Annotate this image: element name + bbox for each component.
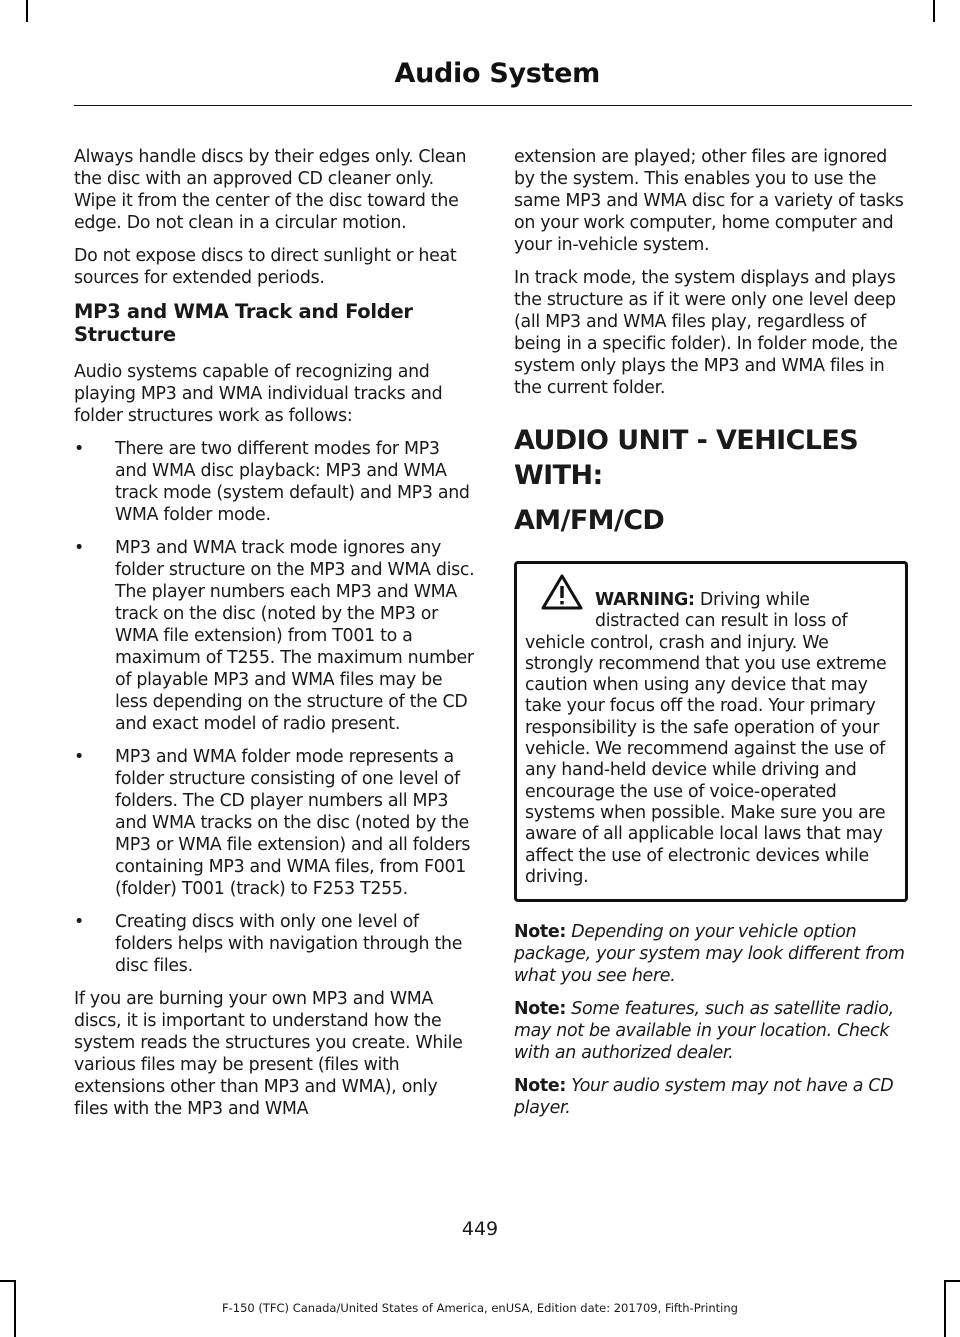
section-title-am-fm-cd: AM/FM/CD — [514, 505, 665, 536]
crop-mark-bottom-right — [946, 1280, 960, 1282]
right-column — [514, 146, 908, 1130]
paragraph-disc-handling: Always handle discs by their edges only. Clean the disc with an approved CD cleaner only. Wipe it from the center of the disc toward the edge. Do not clean in a circular motion. — [74, 147, 467, 233]
list-item-text: MP3 and WMA track mode ignores any folder structure on the MP3 and WMA disc. The player numbers each MP3 and WMA track on the disc (noted by the MP3 or WMA file extension) from T001 to a maximum of T255. The maximum number of playable MP3 and WMA files may be less depending on the structure of the CD and exact model of radio present. — [115, 538, 475, 734]
paragraph-track-mode: In track mode, the system displays and plays the structure as if it were only one level deep (all MP3 and WMA files play, regardless of being in a specific folder). In folder mode, the system only plays the MP3 and WMA files in the current folder. — [514, 268, 898, 398]
note — [514, 921, 908, 987]
page-footer: F-150 (TFC) Canada/United States of America, enUSA, Edition date: 201709, Fifth-Printing — [222, 1301, 738, 1315]
warning-label: WARNING: — [595, 590, 695, 610]
warning-text: Driving while distracted can result in loss of vehicle control, crash and injury. We strongly recommend that you use extreme caution when using any device that may take your focus off the road. Your primary responsibility is the safe operation of your vehicle. We recommend against the use of any hand-held device while driving and encourage the use of voice-operated systems when possible. Make sure you are aware of all applicable local laws that may affect the use of electronic devices while driving. — [525, 590, 887, 887]
note — [514, 1075, 908, 1119]
section-title-audio-unit: AUDIO UNIT - VEHICLES WITH: — [514, 425, 859, 491]
note-label: Note: — [514, 999, 567, 1020]
bullet-icon: • — [74, 747, 84, 767]
warning-content — [525, 572, 897, 888]
list-item-text: MP3 and WMA folder mode represents a folder structure consisting of one level of folders. The CD player numbers all MP3 and WMA tracks on the disc (noted by the MP3 or WMA file extension) and all folders containing MP3 and WMA files, from F001 (folder) T001 (track) to F253 T255. — [115, 747, 471, 899]
note-label: Note: — [514, 1076, 567, 1097]
list-item — [74, 438, 476, 526]
left-column — [74, 146, 476, 1131]
warning-triangle-icon — [539, 572, 585, 612]
list-item — [74, 537, 476, 735]
bullet-icon: • — [74, 538, 84, 558]
note-text: Your audio system may not have a CD player. — [514, 1076, 894, 1119]
list-item-text: There are two different modes for MP3 and WMA disc playback: MP3 and WMA track mode (system default) and MP3 and WMA folder mode. — [115, 439, 470, 525]
paragraph-sunlight: Do not expose discs to direct sunlight or heat sources for extended periods. — [74, 246, 457, 288]
header-divider — [74, 105, 912, 106]
note-text: Some features, such as satellite radio, may not be available in your location. Check with an authorized dealer. — [514, 999, 894, 1064]
list-item — [74, 911, 476, 977]
crop-mark-top-left — [26, 0, 28, 22]
paragraph-extension: extension are played; other files are ignored by the system. This enables you to use the same MP3 and WMA disc for a variety of tasks on your work computer, home computer and your in-vehicle system. — [514, 147, 904, 255]
note-label: Note: — [514, 922, 567, 943]
page-header-title: Audio System — [394, 58, 600, 89]
note-text: Depending on your vehicle option package, your system may look different from what you see here. — [514, 922, 905, 987]
list-item-text: Creating discs with only one level of folders helps with navigation through the disc files. — [115, 912, 463, 976]
list-item — [74, 746, 476, 900]
warning-box — [514, 561, 908, 902]
bullet-icon: • — [74, 912, 84, 932]
note — [514, 998, 908, 1064]
crop-mark-top-right — [933, 0, 935, 22]
bullet-icon: • — [74, 439, 84, 459]
paragraph-burning-discs: If you are burning your own MP3 and WMA discs, it is important to understand how the system reads the structures you create. While various files may be present (files with extensions other than MP3 and WMA), only files with the MP3 and WMA — [74, 989, 463, 1119]
page-number: 449 — [461, 1218, 499, 1240]
crop-mark-bottom-left — [0, 1280, 14, 1282]
section-heading-mp3-wma: MP3 and WMA Track and Folder Structure — [74, 300, 413, 346]
paragraph-intro: Audio systems capable of recognizing and playing MP3 and WMA individual tracks and folder structures work as follows: — [74, 362, 443, 426]
bullet-list — [74, 438, 476, 977]
